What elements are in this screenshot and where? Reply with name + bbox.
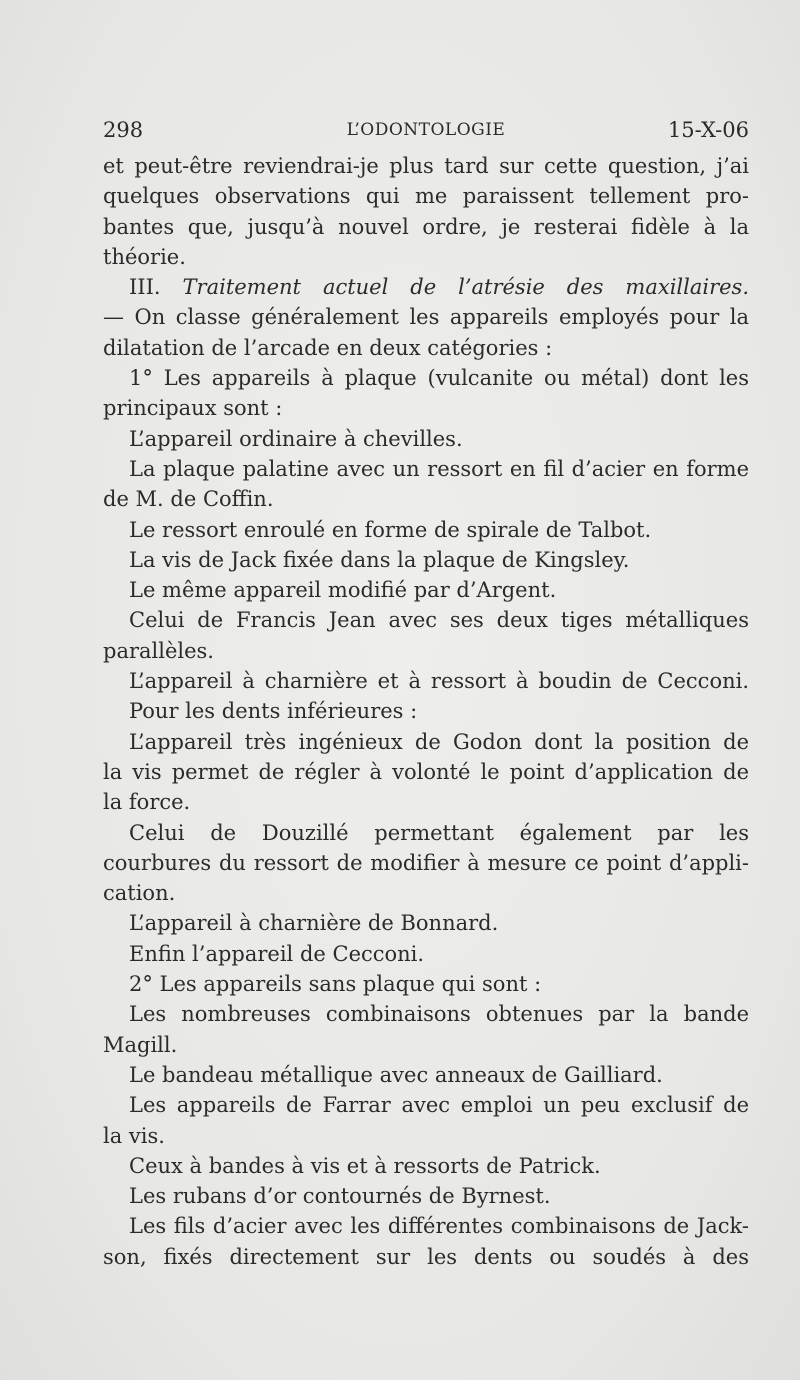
text-line: L’appareil à charnière et à ressort à boudin de Cecconi. [129, 669, 749, 694]
text-line: Les nombreuses combinaisons obtenues par la bande [129, 1002, 749, 1027]
text-line: Le ressort enroulé en forme de spirale de Talbot. [129, 517, 652, 542]
page-number: 298 [103, 118, 144, 142]
text-line: la vis permet de régler à volonté le point d’application de [103, 759, 749, 784]
page-header [103, 118, 749, 148]
text-line: La plaque palatine avec un ressort en fil d’acier en forme [129, 456, 749, 481]
text-line: cation. [103, 881, 176, 906]
text-line: courbures du ressort de modifier à mesure ce point d’appli- [103, 850, 749, 875]
issue-date: 15-X-06 [667, 118, 749, 142]
text-line: L’appareil à charnière de Bonnard. [129, 911, 499, 936]
text-line: quelques observations qui me paraissent tellement pro- [103, 184, 749, 209]
text-line: Ceux à bandes à vis et à ressorts de Patrick. [129, 1153, 601, 1178]
running-title: L’ODONTOLOGIE [346, 120, 506, 140]
text-line: de M. de Coffin. [103, 487, 274, 512]
text-line: bantes que, jusqu’à nouvel ordre, je resterai fidèle à la [103, 214, 749, 239]
body-text [103, 151, 749, 1272]
text-line: et peut-être reviendrai-je plus tard sur cette question, j’ai [103, 154, 749, 178]
text-line: 1° Les appareils à plaque (vulcanite ou métal) dont les [129, 366, 749, 391]
text-line: Celui de Francis Jean avec ses deux tiges métalliques [129, 608, 749, 633]
text-line: principaux sont : [103, 396, 283, 421]
text-line: Le bandeau métallique avec anneaux de Gailliard. [129, 1062, 663, 1087]
text-line: Le même appareil modifié par d’Argent. [129, 578, 557, 603]
text-line: Pour les dents inférieures : [129, 699, 418, 724]
text-line: Celui de Douzillé permettant également par les [129, 820, 749, 845]
text-line: La vis de Jack fixée dans la plaque de Kingsley. [129, 547, 630, 572]
text-line: 2° Les appareils sans plaque qui sont : [129, 972, 542, 997]
text-line: son, fixés directement sur les dents ou soudés à des [103, 1244, 749, 1269]
text-line: Les appareils de Farrar avec emploi un peu exclusif de [129, 1093, 749, 1118]
text-line: Les fils d’acier avec les différentes combinaisons de Jack- [129, 1214, 749, 1239]
text-line: L’appareil très ingénieux de Godon dont la position de [129, 729, 749, 754]
text-line: dilatation de l’arcade en deux catégories : [103, 335, 553, 360]
text-line: — On classe généralement les appareils employés pour la [103, 305, 749, 330]
text-line: parallèles. [103, 638, 214, 663]
text-line: Magill. [103, 1032, 178, 1057]
text-line: la force. [103, 790, 191, 815]
text-line: Enfin l’appareil de Cecconi. [129, 941, 425, 966]
text-line: L’appareil ordinaire à chevilles. [129, 426, 463, 451]
text-line: la vis. [103, 1123, 165, 1148]
text-line: III. Traitement actuel de l’atrésie des maxillaires. [129, 275, 749, 300]
text-line: Les rubans d’or contournés de Byrnest. [129, 1184, 551, 1209]
text-line: théorie. [103, 244, 186, 269]
